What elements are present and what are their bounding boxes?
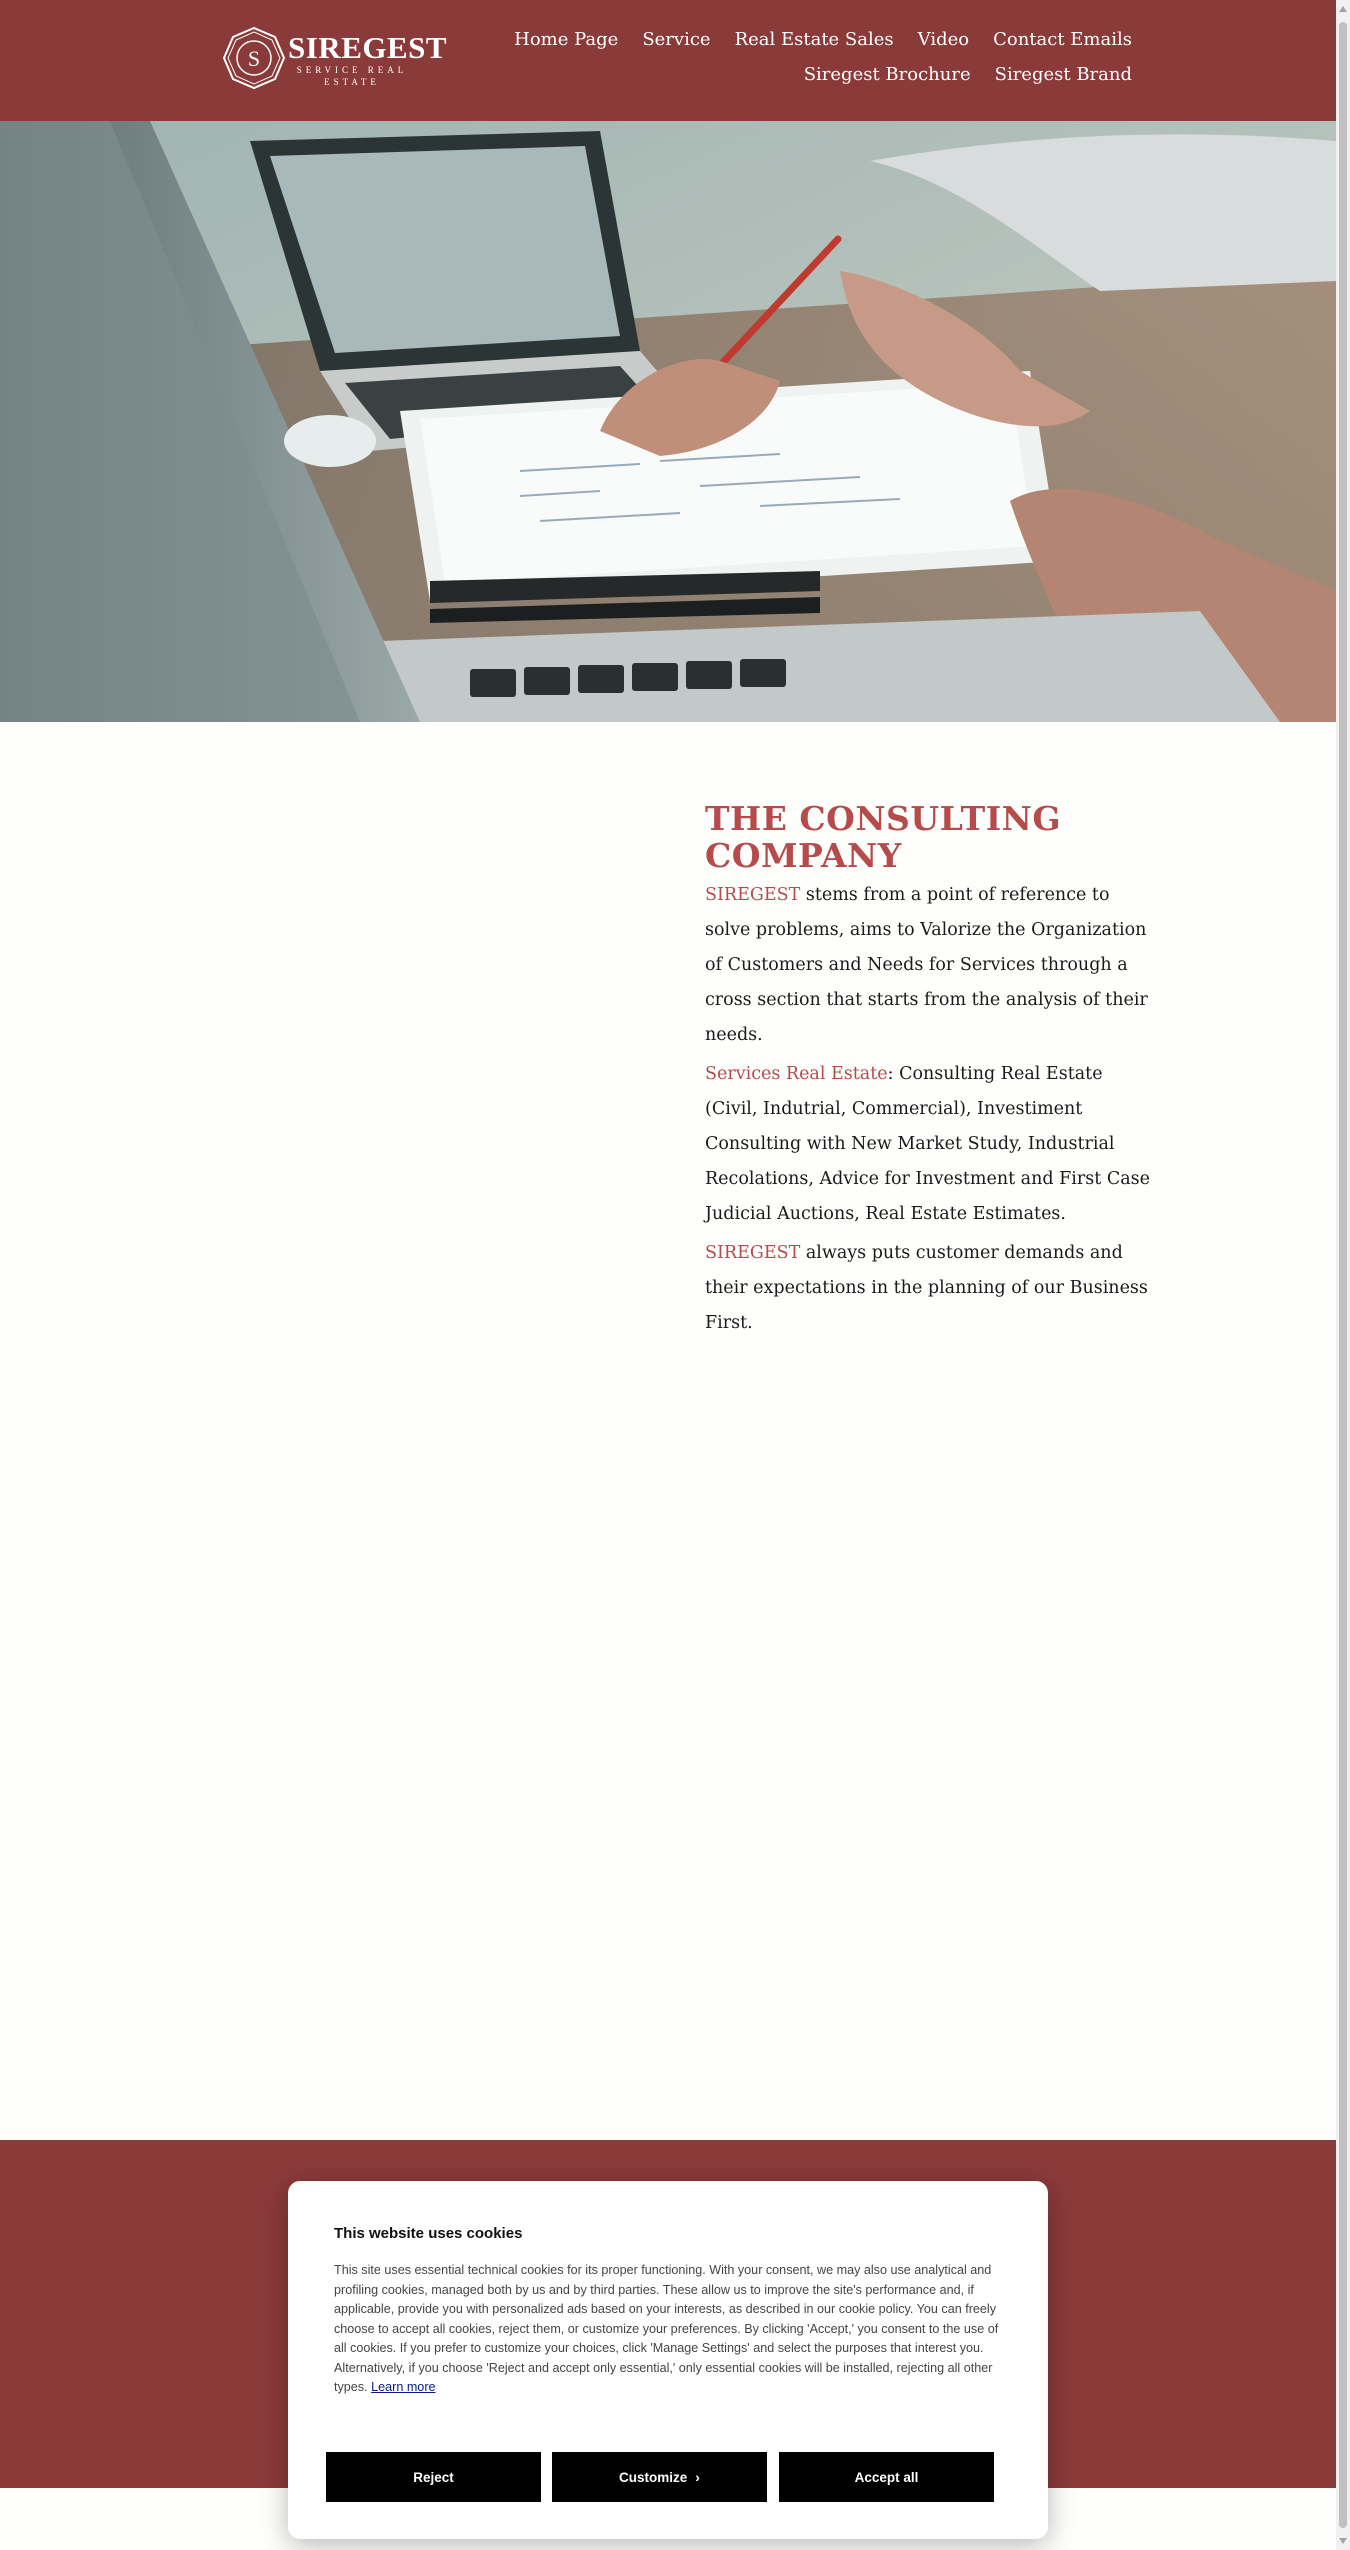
section-title: THE CONSULTING COMPANY [705, 799, 1062, 875]
office-desk-photo [0, 121, 1336, 722]
nav-service[interactable]: Service [642, 29, 711, 50]
logo-emblem-icon [222, 26, 286, 90]
page-scrollbar[interactable] [1336, 0, 1350, 2550]
logo-letter: S [247, 46, 261, 71]
nav-real-estate-sales[interactable]: Real Estate Sales [734, 29, 894, 50]
customize-button[interactable] [552, 2452, 767, 2502]
intro-paragraph [705, 878, 1155, 1053]
scroll-up-arrow-icon[interactable] [1339, 6, 1347, 12]
nav-home-page[interactable]: Home Page [514, 29, 619, 50]
customer-text: always puts customer demands and their expectations in the planning of our Business First. [705, 1243, 1148, 1333]
accept-all-label: Accept all [854, 2469, 919, 2485]
intro-text: stems from a point of reference to solve problems, aims to Valorize the Organization of Customers and Needs for Services through a cross section that starts from the analysis of their needs. [705, 885, 1148, 1045]
reject-button[interactable] [326, 2452, 541, 2502]
logo-tagline: SERVICE REAL ESTATE [296, 65, 408, 87]
nav-video[interactable]: Video [917, 29, 970, 50]
brand-highlight: SIREGEST [705, 885, 801, 905]
siregest-logo[interactable] [222, 26, 448, 96]
consulting-section [705, 800, 1155, 1341]
main-nav-row-1 [514, 29, 1132, 50]
accept-all-button[interactable] [779, 2452, 994, 2502]
site-header [0, 0, 1336, 121]
cookie-consent-dialog [288, 2181, 1048, 2539]
cookie-title: This website uses cookies [334, 2225, 523, 2242]
main-nav-row-2 [804, 64, 1132, 85]
nav-siregest-brochure[interactable]: Siregest Brochure [803, 64, 971, 85]
services-paragraph [705, 1057, 1155, 1232]
services-highlight: Services Real Estate [705, 1064, 888, 1084]
logo-name: SIREGEST [288, 30, 448, 65]
services-text: : Consulting Real Estate (Civil, Indutrial, Commercial), Investiment Consulting with New Market Study, Industrial Recolations, Advice for Investment and First Case Judicial Auctions, Real Estate Estimates. [705, 1064, 1150, 1224]
learn-more-link[interactable]: Learn more [371, 2380, 436, 2394]
cookie-description [334, 2261, 1004, 2398]
customer-paragraph [705, 1236, 1155, 1341]
customize-label: Customize [619, 2469, 688, 2485]
scrollbar-thumb[interactable] [1339, 22, 1347, 2528]
scroll-down-arrow-icon[interactable] [1339, 2538, 1347, 2544]
reject-label: Reject [413, 2469, 454, 2485]
nav-siregest-brand[interactable]: Siregest Brand [994, 64, 1132, 85]
brand-highlight-2: SIREGEST [705, 1243, 801, 1263]
cookie-text: This site uses essential technical cookies for its proper functioning. With your consent, we may also use analytical and profiling cookies, managed both by us and by third parties. These allow us to improve the site's performance and, if applicable, provide you with personalized ads based on your interests, as described in our cookie policy. You can freely choose to accept all cookies, reject them, or customize your preferences. By clicking 'Accept,' you consent to the use of all cookies. If you prefer to customize your choices, click 'Manage Settings' and select the purposes that interest you. Alternatively, if you choose 'Reject and accept only essential,' only essential cookies will be installed, rejecting all other types. [334, 2263, 999, 2394]
nav-contact-emails[interactable]: Contact Emails [993, 29, 1132, 50]
hero-image [0, 121, 1336, 722]
chevron-right-icon: › [695, 2469, 700, 2485]
